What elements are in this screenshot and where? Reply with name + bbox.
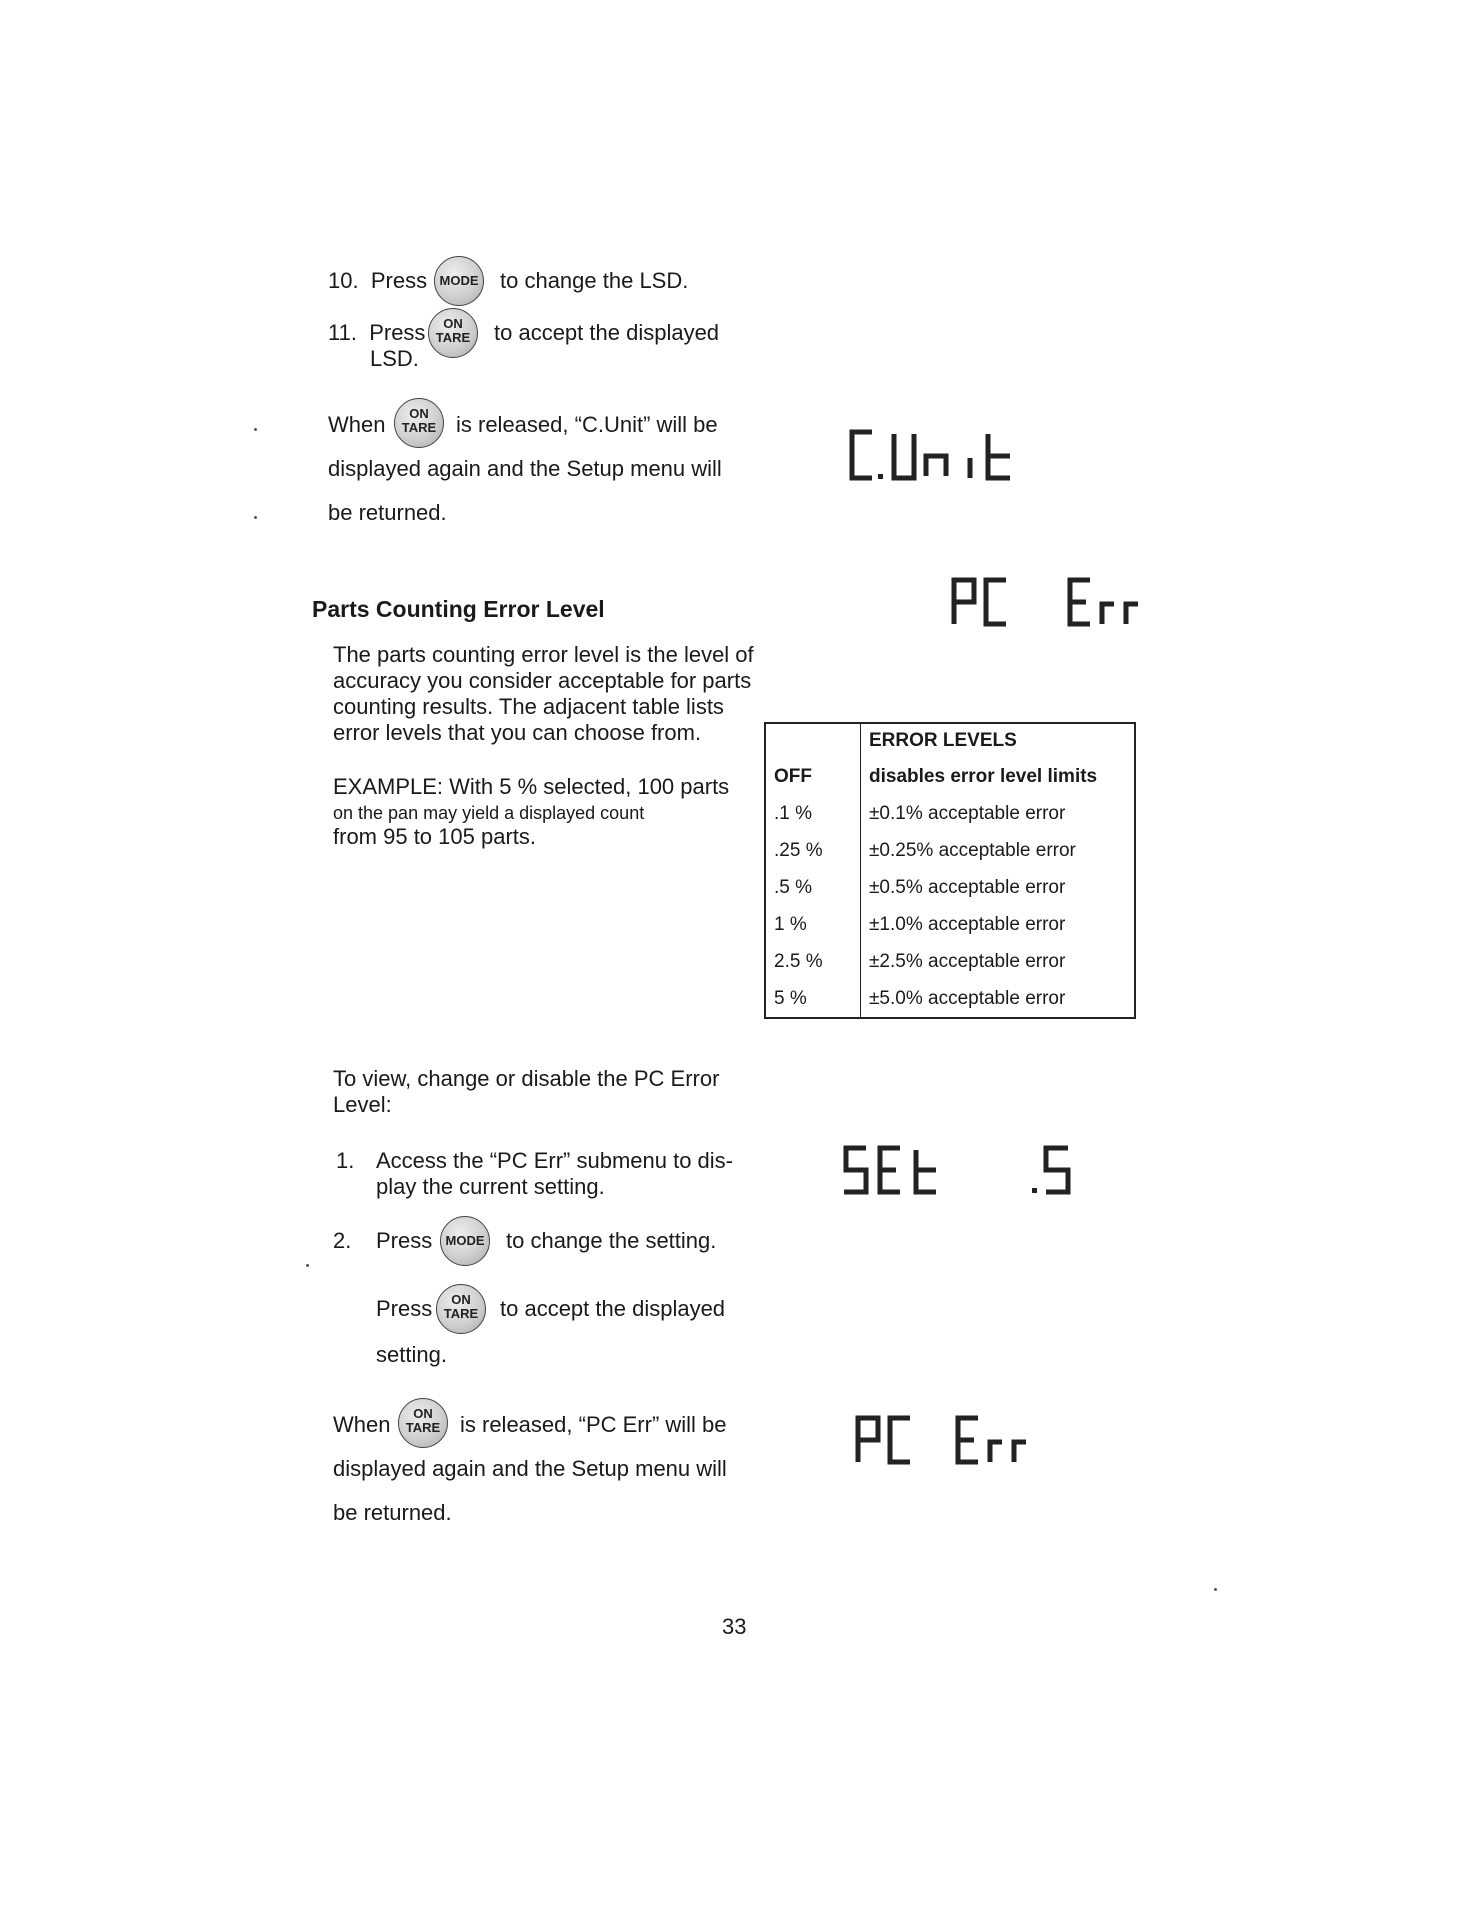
when1-line1: is released, “C.Unit” will be <box>456 412 718 437</box>
page-number: 33 <box>722 1614 747 1639</box>
step-number: 10. <box>328 268 359 293</box>
press-label: Press <box>376 1228 433 1253</box>
step1-line2: play the current setting. <box>376 1174 605 1199</box>
view-intro-line: To view, change or disable the PC Error <box>333 1066 720 1091</box>
level-cell: .1 % <box>765 795 861 832</box>
lcd-display-cunit <box>848 428 1028 484</box>
step-number: 1. <box>336 1148 355 1173</box>
table-header-row <box>765 723 1135 758</box>
level-cell: .25 % <box>765 832 861 869</box>
when-label: When <box>328 412 386 437</box>
error-levels-table <box>764 722 1136 1019</box>
on-tare-button-icon: ON TARE <box>428 308 478 358</box>
para-line: accuracy you consider acceptable for parts <box>333 668 752 693</box>
desc-cell: ±0.25% acceptable error <box>869 839 1076 861</box>
desc-cell: ±0.1% acceptable error <box>869 802 1066 824</box>
step1-line1: Access the “PC Err” submenu to dis- <box>376 1148 734 1173</box>
step-11 <box>328 320 425 346</box>
step-10 <box>328 268 427 294</box>
on-tare-button-icon: ON TARE <box>394 398 444 448</box>
level-cell: 2.5 % <box>765 943 861 980</box>
view-intro-line: Level: <box>333 1092 392 1117</box>
step-11-text: to accept the displayed <box>494 320 720 345</box>
table-row <box>765 980 1135 1018</box>
para-line: error levels that you can choose from. <box>333 720 702 745</box>
lcd-display-set <box>840 1144 1080 1200</box>
example-line: on the pan may yield a displayed count <box>333 803 645 823</box>
table-row <box>765 869 1135 906</box>
step2-text: to change the setting. <box>506 1228 717 1253</box>
table-row <box>765 795 1135 832</box>
when2-line2: displayed again and the Setup menu will <box>333 1456 727 1481</box>
desc-cell: ±0.5% acceptable error <box>869 876 1066 898</box>
level-cell: 5 % <box>765 980 861 1018</box>
when1-line2: displayed again and the Setup menu will <box>328 456 722 481</box>
table-header: ERROR LEVELS <box>869 730 1017 751</box>
on-tare-button-icon: ON TARE <box>436 1284 486 1334</box>
press-label: Press <box>369 320 426 345</box>
section-title: Parts Counting Error Level <box>312 596 605 622</box>
step-number: 11. <box>328 320 357 345</box>
table-row <box>765 832 1135 869</box>
step-number: 2. <box>333 1228 352 1253</box>
press-label: Press <box>376 1296 433 1321</box>
when-label: When <box>333 1412 391 1437</box>
lcd-display-pcerr-2 <box>852 1414 1052 1470</box>
when1-line3: be returned. <box>328 500 447 525</box>
desc-cell: disables error level limits <box>869 765 1098 787</box>
step3-text: to accept the displayed <box>500 1296 726 1321</box>
level-cell: 1 % <box>765 906 861 943</box>
desc-cell: ±2.5% acceptable error <box>869 950 1066 972</box>
example-line: from 95 to 105 parts. <box>333 824 536 849</box>
step-11-text2: LSD. <box>370 346 419 371</box>
example-line: EXAMPLE: With 5 % selected, 100 parts <box>333 774 730 799</box>
table-row <box>765 758 1135 795</box>
table-row <box>765 906 1135 943</box>
when2-line3: be returned. <box>333 1500 452 1525</box>
step-10-text: to change the LSD. <box>500 268 689 293</box>
mode-button-icon: MODE <box>440 1216 490 1266</box>
scan-speck <box>254 516 257 519</box>
mode-button-icon: MODE <box>434 256 484 306</box>
scan-speck <box>1214 1588 1217 1591</box>
lcd-display-pcerr-1 <box>948 576 1148 632</box>
table-row <box>765 943 1135 980</box>
level-cell: OFF <box>765 758 861 795</box>
level-cell: .5 % <box>765 869 861 906</box>
para-line: counting results. The adjacent table lists <box>333 694 724 719</box>
when2-line1: is released, “PC Err” will be <box>460 1412 727 1437</box>
scan-speck <box>306 1264 309 1267</box>
scan-speck <box>254 428 257 431</box>
step3-text2: setting. <box>376 1342 447 1367</box>
desc-cell: ±1.0% acceptable error <box>869 913 1066 935</box>
para-line: The parts counting error level is the level of <box>333 642 754 667</box>
on-tare-button-icon: ON TARE <box>398 1398 448 1448</box>
press-label: Press <box>370 268 428 293</box>
desc-cell: ±5.0% acceptable error <box>869 987 1066 1009</box>
svg-text:C.Unit: C.Unit <box>848 428 851 429</box>
